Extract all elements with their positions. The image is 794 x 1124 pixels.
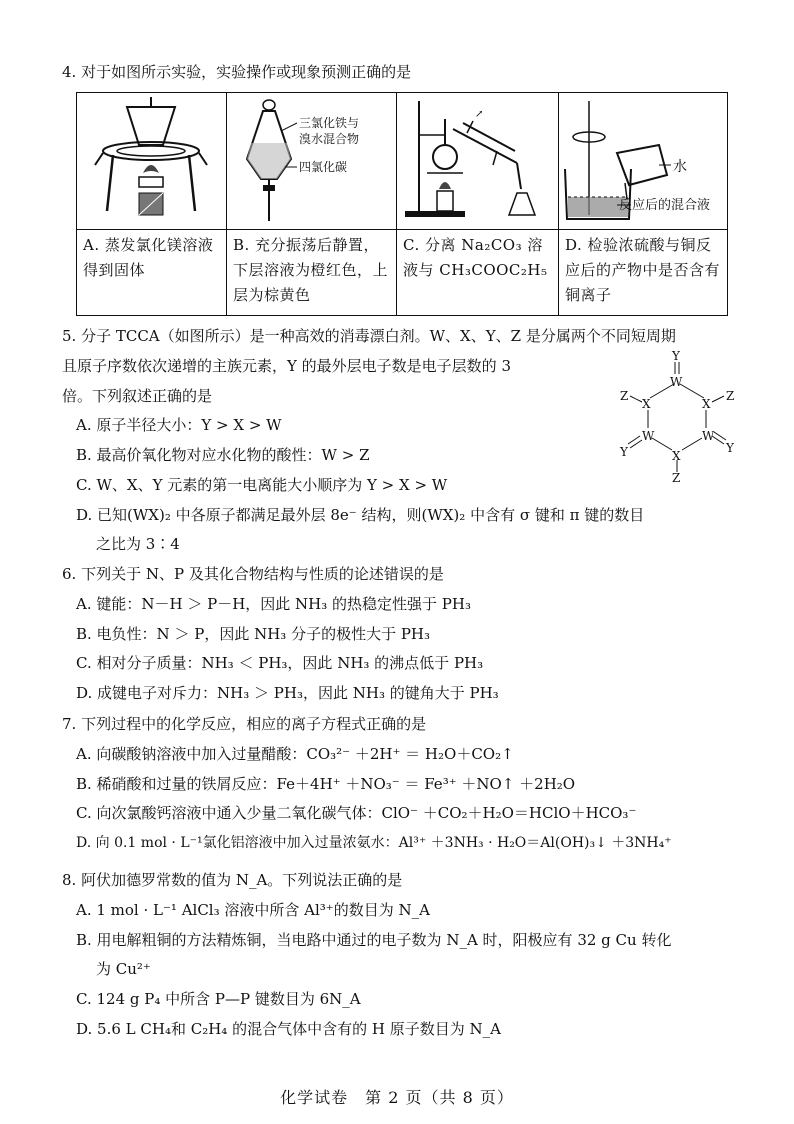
option-d-caption: D. 检验浓硫酸与铜反应后的产物中是否含有铜离子 [565,236,721,304]
option-a: A. 原子半径大小：Y > X > W [76,416,282,435]
option-d: D. 已知(WX)₂ 中各原子都满足最外层 8e⁻ 结构，则(WX)₂ 中含有 σ 键和 π 键的数目 [76,505,645,524]
table-cell-a [77,93,227,315]
evaporating-dish-icon [77,93,225,227]
option-c: C. 向次氯酸钙溶液中通入少量二氧化碳气体：ClO⁻ ＋CO₂＋H₂O＝HClO＋HCO₃⁻ [76,804,637,823]
funnel-label-lower: 四氯化碳 [299,160,348,174]
question-7 [62,714,742,853]
page-footer: 化学试卷 第 2 页（共 8 页） [280,1088,514,1107]
question-stem-line: 5. 分子 TCCA（如图所示）是一种高效的消毒漂白剂。W、X、Y、Z 是分属两个不同短周期 [62,327,676,345]
question-stem: 7. 下列过程中的化学反应，相应的离子方程式正确的是 [62,715,427,733]
option-d-continuation: 之比为 3∶4 [96,535,180,554]
funnel-label-line-2: 溴水混合物 [299,132,360,146]
atom-w-top: W [670,375,683,389]
atom-y-left: Y [620,445,628,459]
atom-z-left: Z [620,389,629,403]
option-d: D. 向 0.1 mol · L⁻¹氯化铝溶液中加入过量浓氨水：Al³⁺ ＋3NH₃ · H₂O＝Al(OH)₃↓ ＋3NH₄⁺ [76,835,672,851]
question-stem: 4. 对于如图所示实验，实验操作或现象预测正确的是 [62,63,412,81]
question-6 [62,564,742,705]
distillation-apparatus-figure [397,93,558,230]
atom-x-bottom: X [672,449,681,463]
option-b: B. 用电解粗铜的方法精炼铜，当电路中通过的电子数为 N_A 时，阳极应有 32 g Cu 转化 [76,930,672,949]
table-cell-c [397,93,559,315]
separatory-funnel-figure [227,93,396,230]
option-c: C. 相对分子质量：NH₃ ＜ PH₃，因此 NH₃ 的沸点低于 PH₃ [76,654,484,673]
atom-x-left: X [642,397,651,411]
funnel-label-line-1: 三氯化铁与 [299,116,360,130]
option-a: A. 向碳酸钠溶液中加入过量醋酸：CO₃²⁻ ＋2H⁺ ＝ H₂O＋CO₂↑ [76,744,514,763]
option-a: A. 1 mol · L⁻¹ AlCl₃ 溶液中所含 Al³⁺的数目为 N_A [76,900,430,919]
mixture-label: 反应后的混合液 [619,198,711,213]
option-b: B. 稀硝酸和过量的铁屑反应：Fe＋4H⁺ ＋NO₃⁻ ＝ Fe³⁺ ＋NO↑ ＋2H₂O [76,774,576,793]
tcca-structure-diagram [612,349,742,485]
atom-y-top: Y [672,349,680,363]
table-cell-b [227,93,397,315]
svg-text:↗: ↗ [475,109,484,120]
option-c-caption: C. 分离 Na₂CO₃ 溶液与 CH₃COOC₂H₅ [403,236,548,279]
table-cell-d [559,93,727,315]
distillation-icon [397,93,557,227]
atom-y-right: Y [726,441,734,455]
experiment-table [76,92,728,316]
question-8 [62,870,742,1041]
evaporation-apparatus-figure [77,93,226,230]
question-stem: 8. 阿伏加德罗常数的值为 N_A。下列说法正确的是 [62,871,403,889]
atom-w-left: W [642,429,655,443]
dilution-figure [559,93,727,230]
question-stem-line: 且原子序数依次递增的主族元素，Y 的最外层电子数是电子层数的 3 [62,356,511,375]
atom-x-right: X [702,397,711,411]
option-b-caption: B. 充分振荡后静置，下层溶液为橙红色，上层为棕黄色 [233,236,389,304]
atom-w-right: W [702,429,715,443]
option-b: B. 电负性：N ＞ P，因此 NH₃ 分子的极性大于 PH₃ [76,624,431,643]
option-b-continuation: 为 Cu²⁺ [96,960,151,979]
question-stem: 6. 下列关于 N、P 及其化合物结构与性质的论述错误的是 [62,565,444,583]
question-stem-line: 倍。下列叙述正确的是 [62,386,213,405]
option-c: C. W、X、Y 元素的第一电离能大小顺序为 Y > X > W [76,475,448,494]
atom-z-right: Z [726,389,735,403]
option-a: A. 键能：N－H ＞ P－H，因此 NH₃ 的热稳定性强于 PH₃ [76,594,471,613]
atom-z-bottom: Z [672,471,681,485]
option-a-caption: A. 蒸发氯化镁溶液得到固体 [83,236,214,279]
option-d: D. 成键电子对斥力：NH₃ ＞ PH₃，因此 NH₃ 的键角大于 PH₃ [76,684,499,702]
question-4 [62,62,742,84]
option-d: D. 5.6 L CH₄和 C₂H₄ 的混合气体中含有的 H 原子数目为 N_A [76,1019,501,1038]
option-c: C. 124 g P₄ 中所含 P—P 键数目为 6N_A [76,990,361,1008]
water-label: 水 [673,159,687,175]
option-b: B. 最高价氧化物对应水化物的酸性：W > Z [76,446,370,464]
